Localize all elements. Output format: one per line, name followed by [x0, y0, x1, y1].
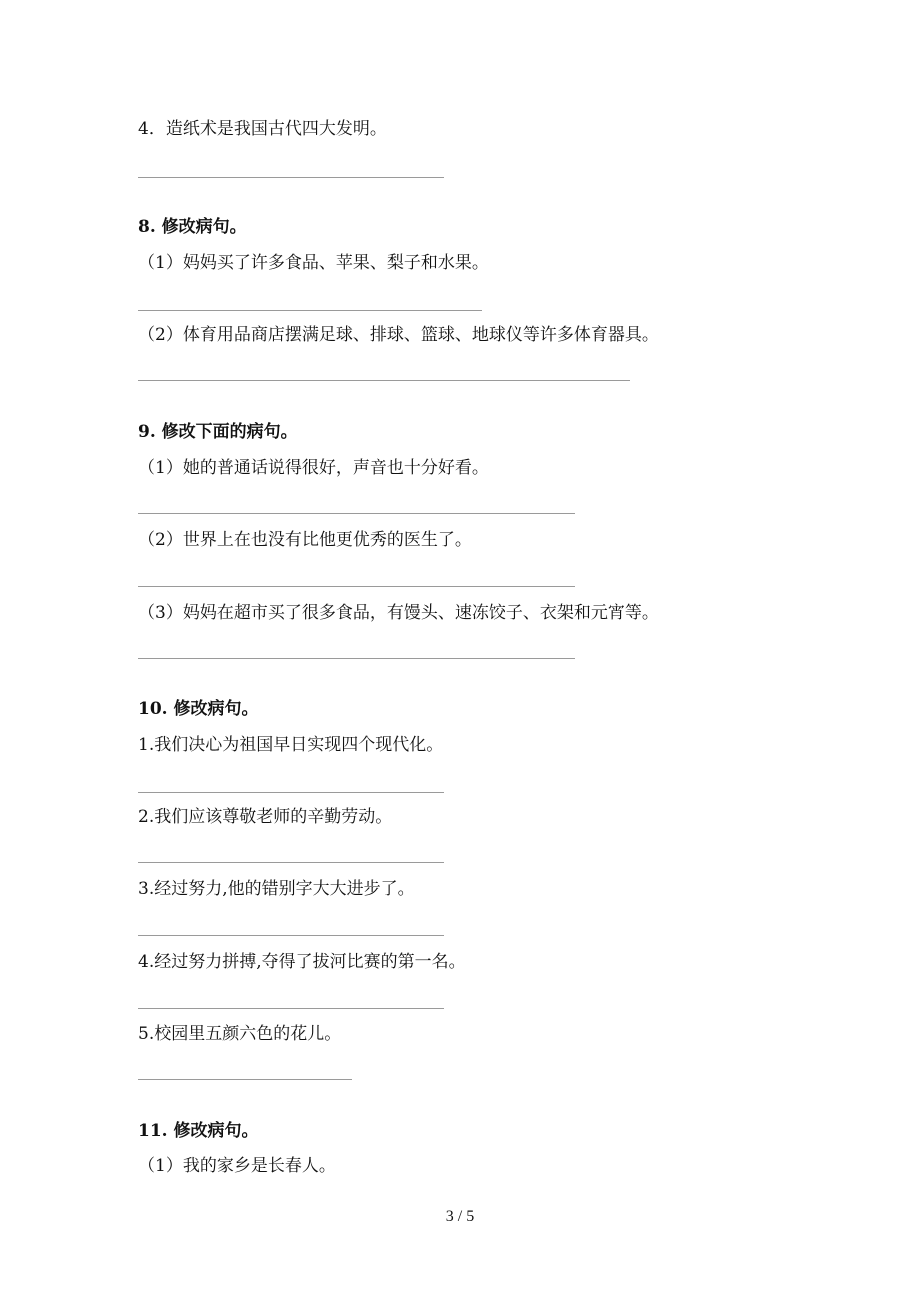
- q8-item-1: （1）妈妈买了许多食品、苹果、梨子和水果。: [138, 253, 489, 273]
- q9-item-2: （2）世界上在也没有比他更优秀的医生了。: [138, 530, 472, 550]
- answer-line: [138, 1079, 352, 1080]
- q7-item-4: 4．造纸术是我国古代四大发明。: [138, 119, 387, 139]
- answer-line: [138, 310, 482, 311]
- q10-title: 10. 修改病句。: [138, 699, 259, 719]
- q9-item-3: （3）妈妈在超市买了很多食品，有馒头、速冻饺子、衣架和元宵等。: [138, 603, 659, 623]
- answer-line: [138, 513, 575, 514]
- answer-line: [138, 935, 444, 936]
- q8-item-2: （2）体育用品商店摆满足球、排球、篮球、地球仪等许多体育器具。: [138, 325, 659, 345]
- answer-line: [138, 658, 575, 659]
- q8-title: 8. 修改病句。: [138, 217, 247, 237]
- q11-title: 11. 修改病句。: [138, 1121, 259, 1141]
- q10-item-3: 3.经过努力,他的错别字大大进步了。: [138, 879, 415, 899]
- q9-item-1: （1）她的普通话说得很好，声音也十分好看。: [138, 458, 489, 478]
- q10-item-1: 1.我们决心为祖国早日实现四个现代化。: [138, 735, 444, 755]
- q10-item-2: 2.我们应该尊敬老师的辛勤劳动。: [138, 807, 393, 827]
- answer-line: [138, 586, 575, 587]
- answer-line: [138, 792, 444, 793]
- q10-item-4: 4.经过努力拼搏,夺得了拔河比赛的第一名。: [138, 952, 466, 972]
- q11-item-1: （1）我的家乡是长春人。: [138, 1156, 336, 1176]
- answer-line: [138, 380, 630, 381]
- q10-item-5: 5.校园里五颜六色的花儿。: [138, 1024, 342, 1044]
- answer-line: [138, 862, 444, 863]
- answer-line: [138, 177, 444, 178]
- page-number: 3 / 5: [445, 1208, 475, 1225]
- q9-title: 9. 修改下面的病句。: [138, 422, 298, 442]
- answer-line: [138, 1008, 444, 1009]
